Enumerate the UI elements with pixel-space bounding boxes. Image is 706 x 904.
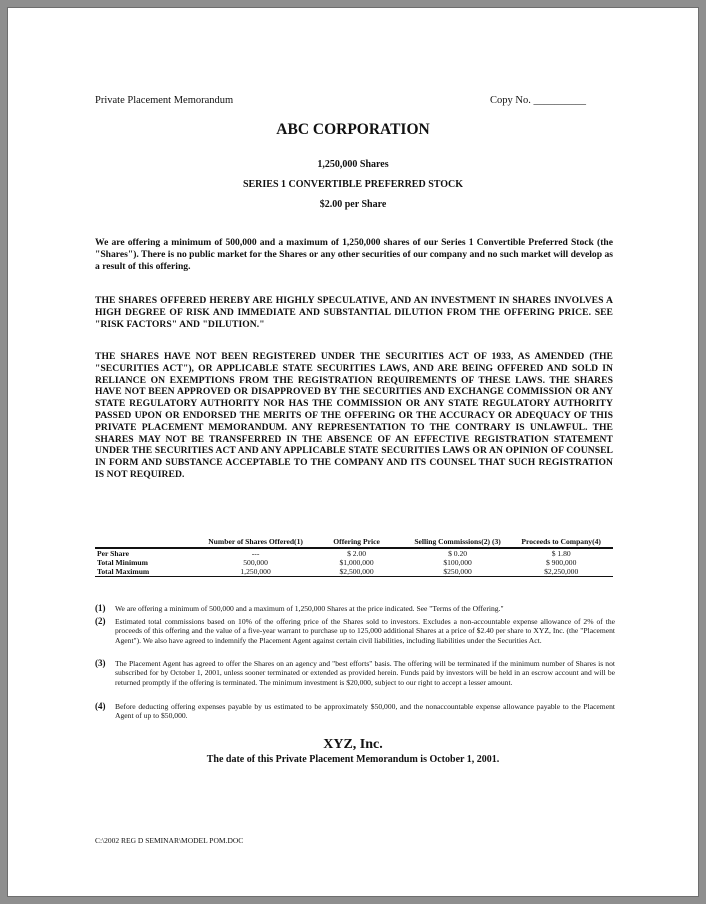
table-header: Number of Shares Offered(1) [204,537,308,548]
table-cell: $1,000,000 [339,558,374,567]
table-row [95,558,613,567]
footnote-3 [95,659,615,687]
table-cell: $250,000 [406,567,510,577]
table-header: Proceeds to Company(4) [509,537,613,548]
table-cell: $2,250,000 [509,567,613,577]
file-path-footer: C:\2002 REG D SEMINAR\MODEL POM.DOC [95,836,244,845]
table-header [95,537,204,548]
table-cell: $ 900,000 [545,558,577,567]
footnote-number: (1) [95,603,106,613]
table-cell: --- [251,549,260,558]
intro-paragraph: We are offering a minimum of 500,000 and a maximum of 1,250,000 shares of our Series 1 Convertible Preferred Stock (the "Shares"). There is no public market for the Shares or any other securities of our company and no such market will develop as a result of this offering. [95,237,613,272]
footnote-text: Estimated total commissions based on 10% of the offering price of the Shares sold to investors. Excludes a non-accountable expense allowance of 2% of the proceeds of this offering and the value of a five-year warrant to purchase up to 125,000 additional Shares at a price of $2.40 per share to XYZ, Inc. (the "Placement Agent"). We also have agreed to indemnify the Placement Agent against certain civil liabilities, including liabilities under the Securities Act. [115,617,615,645]
footnote-number: (3) [95,658,106,668]
registration-paragraph: THE SHARES HAVE NOT BEEN REGISTERED UNDER THE SECURITIES ACT OF 1933, AS AMENDED (THE "SECURITIES ACT"), OR APPLICABLE STATE SECURITIES LAWS, AND ARE BEING OFFERED AND SOLD IN RELIANCE ON EXEMPTIONS FROM THE REGISTRATION REQUIREMENTS OF THESE LAWS. THE SHARES HAVE NOT BEEN APPROVED OR DISAPPROVED BY THE SECURITIES AND EXCHANGE COMMISSION OR ANY STATE REGULATORY AUTHORITY NOR HAS THE COMMISSION OR ANY STATE REGULATORY AUTHORITY PASSED UPON OR ENDORSED THE MERITS OF THE OFFERING OR THE ACCURACY OR ADEQUACY OF THIS PRIVATE PLACEMENT MEMORANDUM. ANY REPRESENTATION TO THE CONTRARY IS UNLAWFUL. THE SHARES MAY NOT BE TRANSFERRED IN THE ABSENCE OF AN EFFECTIVE REGISTRATION STATEMENT UNDER THE SECURITIES ACT AND ANY APPLICABLE STATE SECURITIES LAWS OR AN OPINION OF COUNSEL IN FORM AND SUBSTANCE ACCEPTABLE TO THE COMPANY AND ITS COUNSEL THAT SUCH REGISTRATION IS NOT REQUIRED. [95,351,613,480]
table-header: Offering Price [307,537,405,548]
table-cell: Per Share [97,549,129,558]
footnote-number: (2) [95,616,106,626]
offering-table [95,537,613,577]
footnote-number: (4) [95,701,106,711]
placement-agent-name: XYZ, Inc. [323,737,383,752]
table-cell: Total Maximum [95,567,204,577]
table-cell: $ 2.00 [347,549,367,558]
offering-price: $2.00 per Share [319,199,387,210]
table-cell: $ 0.20 [448,549,468,558]
table-cell: 1,250,000 [204,567,308,577]
footnote-4 [95,702,615,721]
footnote-text: The Placement Agent has agreed to offer the Shares on an agency and "best efforts" basis. The offering will be terminated if the minimum number of Shares is not subscribed for by October 1, 2001, unless sooner terminated or extended as provided herein. Funds paid by investors will be held in an escrow account and will be returned promptly if the offering is terminated. The minimum investment is $20,000, subject to our right to accept a lesser amount. [115,659,615,687]
table-row [95,548,613,558]
footnote-2 [95,617,615,645]
footnote-1 [95,604,615,613]
table-cell: $100,000 [443,558,472,567]
table-header: Selling Commissions(2) (3) [406,537,510,548]
table-cell: 500,000 [243,558,268,567]
header-document-type: Private Placement Memorandum [95,95,234,106]
offering-series: SERIES 1 CONVERTIBLE PREFERRED STOCK [242,179,464,190]
table-header-row [95,537,613,548]
header-copy-number: Copy No. __________ [490,95,586,106]
table-cell: $2,500,000 [307,567,405,577]
footnote-text: We are offering a minimum of 500,000 and a maximum of 1,250,000 Shares at the price indicated. See "Terms of the Offering." [115,604,504,613]
risk-paragraph: THE SHARES OFFERED HEREBY ARE HIGHLY SPECULATIVE, AND AN INVESTMENT IN SHARES INVOLVES A HIGH DEGREE OF RISK AND IMMEDIATE AND SUBSTANTIAL DILUTION FROM THE OFFERING PRICE. SEE "RISK FACTORS" AND "DILUTION." [95,295,613,330]
memorandum-date: The date of this Private Placement Memorandum is October 1, 2001. [206,754,500,765]
document-title: ABC CORPORATION [276,121,430,138]
table-cell: $ 1.80 [551,549,571,558]
offering-shares: 1,250,000 Shares [317,159,389,170]
table-cell: Total Minimum [97,558,148,567]
table-row [95,567,613,577]
footnote-text: Before deducting offering expenses payable by us estimated to be approximately $50,000, and the nonaccountable expense allowance payable to the Placement Agent of up to $50,000. [115,702,615,721]
